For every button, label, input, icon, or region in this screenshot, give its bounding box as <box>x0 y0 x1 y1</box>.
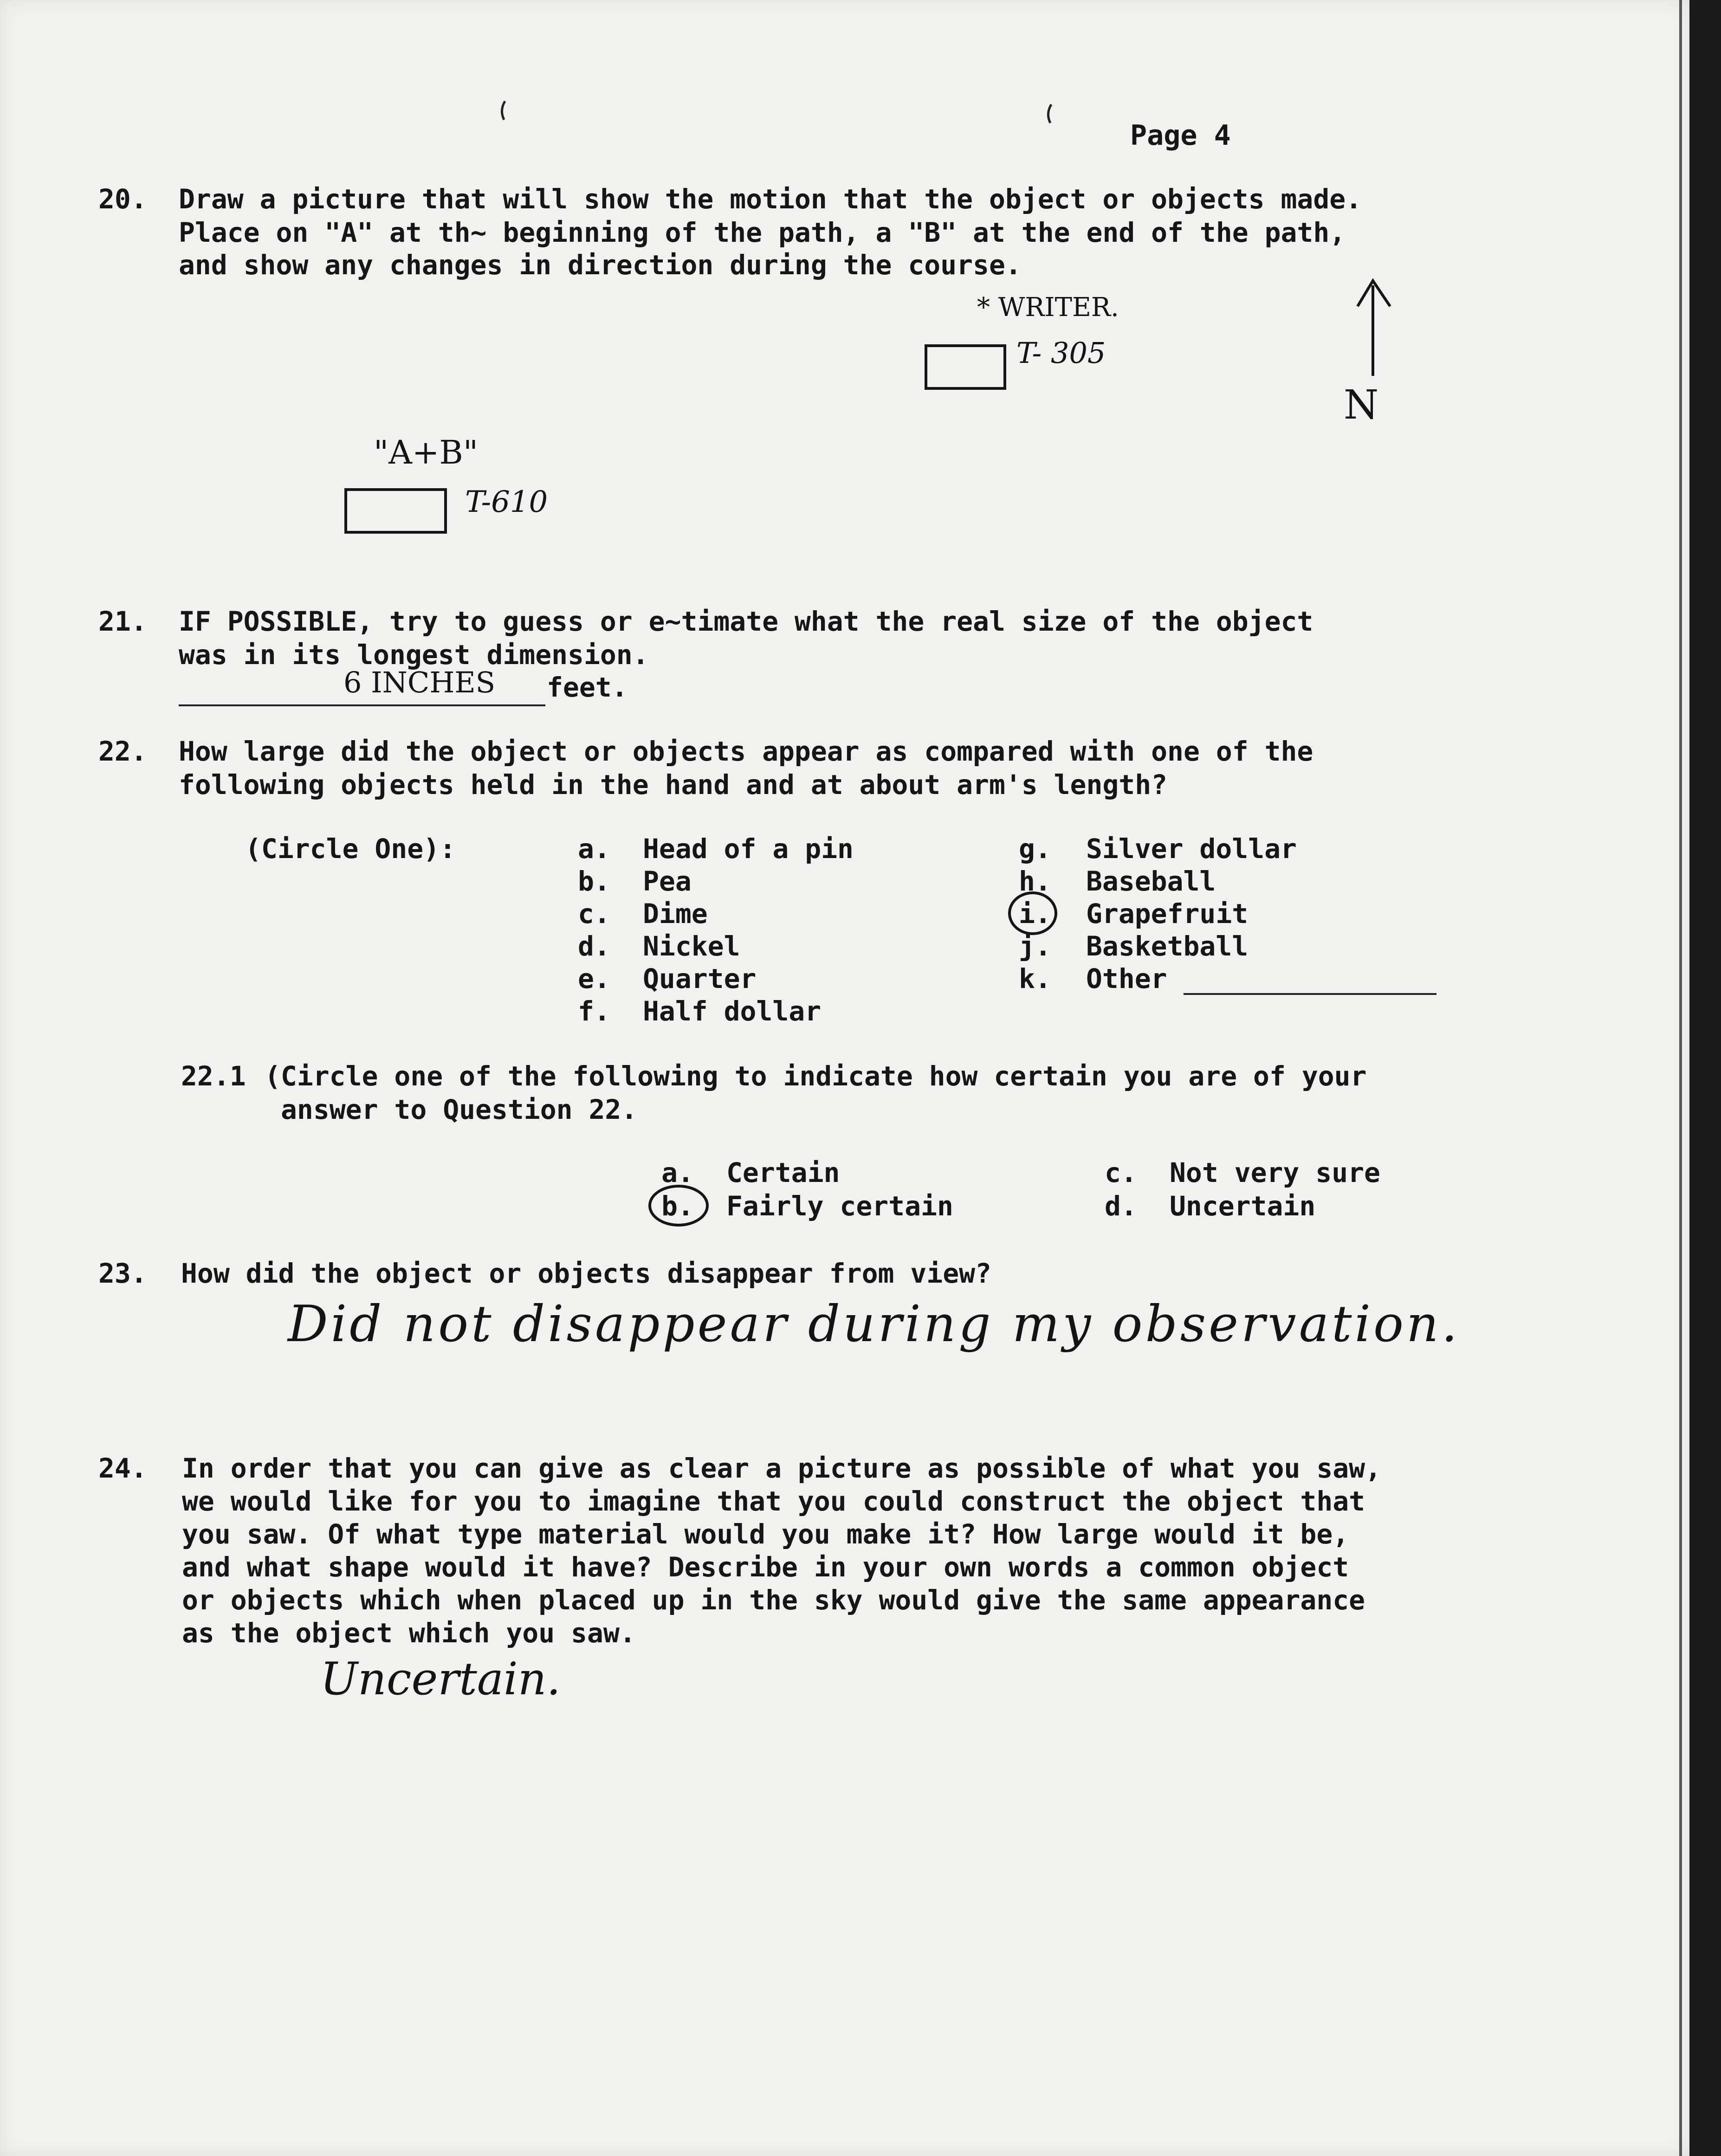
q22-1-line-2: answer to Question 22. <box>281 1094 638 1125</box>
q22-line-1: How large did the object or objects appear as compared with one of the <box>179 736 1313 767</box>
q22-option-f-letter[interactable]: f. <box>578 995 610 1027</box>
q22-option-i-label: Grapefruit <box>1086 898 1249 930</box>
q20-line-1: Draw a picture that will show the motion that the object or objects made. <box>179 183 1362 215</box>
q22-1-option-c-label: Not very sure <box>1170 1157 1380 1188</box>
writer-code: T- 305 <box>1016 336 1106 370</box>
q20-line-3: and show any changes in direction during the course. <box>179 249 1022 281</box>
q22-option-b-letter[interactable]: b. <box>578 865 610 897</box>
q24-number: 24. <box>98 1452 147 1484</box>
q22-option-e-letter[interactable]: e. <box>578 963 610 994</box>
q24-line-2: we would like for you to imagine that you could construct the object that <box>182 1485 1365 1517</box>
q22-option-e-label: Quarter <box>643 963 757 994</box>
object-rectangle <box>346 490 446 532</box>
q23-answer: Did not disappear during my observation. <box>288 1295 1460 1353</box>
q21-answer-line <box>179 704 545 706</box>
q22-option-f-label: Half dollar <box>643 995 822 1027</box>
q22-option-h-letter[interactable]: h. <box>1019 865 1051 897</box>
q21-unit: feet. <box>547 671 628 703</box>
q22-1-option-a-letter[interactable]: a. <box>661 1157 694 1188</box>
q23-number: 23. <box>98 1258 147 1289</box>
q22-1-option-b-label: Fairly certain <box>726 1190 953 1222</box>
q20-line-2: Place on "A" at th~ beginning of the path, a "B" at the end of the path, <box>179 217 1346 248</box>
q22-instruction: (Circle One): <box>245 833 456 865</box>
q22-1-option-a-label: Certain <box>726 1157 840 1188</box>
q22-other-line[interactable] <box>1184 993 1436 995</box>
q22-option-g-label: Silver dollar <box>1086 833 1297 865</box>
q21-number: 21. <box>98 606 147 637</box>
q21-line-1: IF POSSIBLE, try to guess or e~timate what the real size of the object <box>179 606 1313 637</box>
q24-line-6: as the object which you saw. <box>182 1617 636 1649</box>
q22-1-option-d-letter[interactable]: d. <box>1105 1190 1137 1222</box>
q22-option-k-letter[interactable]: k. <box>1019 963 1051 994</box>
q22-option-j-letter[interactable]: j. <box>1019 930 1051 962</box>
q22-1-number: 22.1 <box>181 1060 246 1092</box>
ab-label: "A+B" <box>374 433 479 471</box>
q24-line-3: you saw. Of what type material would you make it? How large would it be, <box>182 1518 1349 1550</box>
q21-line-2: was in its longest dimension. <box>179 639 649 671</box>
q22-option-b-label: Pea <box>643 865 692 897</box>
q22-number: 22. <box>98 736 147 767</box>
q22-1-option-b-letter[interactable]: b. <box>661 1190 694 1222</box>
q24-answer: Uncertain. <box>320 1653 561 1705</box>
q22-option-a-letter[interactable]: a. <box>578 833 610 865</box>
north-label: N <box>1344 382 1379 428</box>
q22-option-k-label: Other <box>1086 963 1167 994</box>
q22-option-g-letter[interactable]: g. <box>1019 833 1051 865</box>
q24-line-1: In order that you can give as clear a picture as possible of what you saw, <box>182 1452 1382 1484</box>
q20-number: 20. <box>98 183 147 215</box>
q22-1-line-1: (Circle one of the following to indicate how certain you are of your <box>265 1060 1367 1092</box>
q22-line-2: following objects held in the hand and at about arm's length? <box>179 769 1168 800</box>
q21-answer: 6 INCHES <box>343 665 496 699</box>
q22-option-d-letter[interactable]: d. <box>578 930 610 962</box>
q22-1-option-d-label: Uncertain <box>1170 1190 1316 1222</box>
page-number: Page 4 <box>1130 119 1231 152</box>
writer-note: * WRITER. <box>977 292 1119 323</box>
q23-question: How did the object or objects disappear from view? <box>181 1258 991 1289</box>
writer-rectangle <box>926 346 1005 388</box>
q22-option-a-label: Head of a pin <box>643 833 854 865</box>
q22-option-d-label: Nickel <box>643 930 740 962</box>
q24-line-5: or objects which when placed up in the sky would give the same appearance <box>182 1584 1365 1616</box>
q24-line-4: and what shape would it have? Describe in your own words a common object <box>182 1551 1349 1583</box>
q22-option-c-label: Dime <box>643 898 708 930</box>
q22-option-h-label: Baseball <box>1086 865 1216 897</box>
q22-option-i-letter[interactable]: i. <box>1019 898 1051 930</box>
q22-option-c-letter[interactable]: c. <box>578 898 610 930</box>
stray-mark-left <box>502 101 505 120</box>
stray-mark-right <box>1048 104 1051 123</box>
object-code: T-610 <box>465 485 548 519</box>
q22-option-j-label: Basketball <box>1086 930 1249 962</box>
q22-1-option-c-letter[interactable]: c. <box>1105 1157 1137 1188</box>
